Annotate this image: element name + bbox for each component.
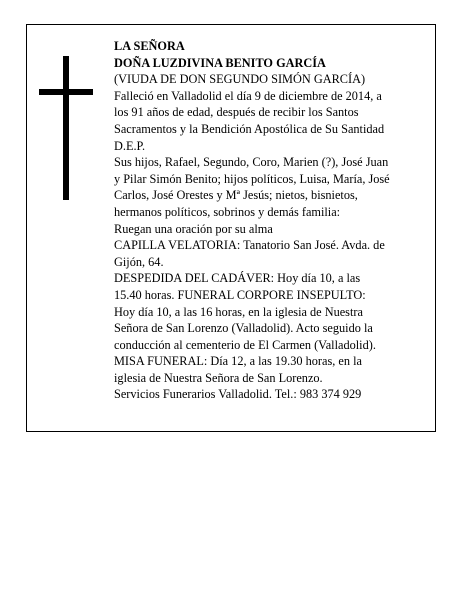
widow-line: (VIUDA DE DON SEGUNDO SIMÓN GARCÍA) <box>114 72 366 87</box>
funeral-line-3: conducción al cementerio de El Carmen (Valladolid). <box>114 337 376 352</box>
mass-line-2: iglesia de Nuestra Señora de San Lorenzo. <box>114 370 323 385</box>
obituary-heading: LA SEÑORA <box>114 39 185 53</box>
family-line-2: y Pilar Simón Benito; hijos políticos, Luisa, María, José <box>114 171 390 186</box>
cross-vertical-bar <box>63 56 69 200</box>
deceased-name: DOÑA LUZDIVINA BENITO GARCÍA <box>114 55 326 70</box>
latin-cross-icon <box>39 56 93 200</box>
family-line-3: Carlos, José Orestes y Mª Jesús; nietos, bisnietos, <box>114 188 358 203</box>
farewell-line-1: DESPEDIDA DEL CADÁVER: Hoy día 10, a las <box>114 271 361 286</box>
funeral-line-2: Señora de San Lorenzo (Valladolid). Acto seguido la <box>114 321 373 336</box>
prayer-request-line: Ruegan una oración por su alma <box>114 221 273 236</box>
obituary-notice <box>26 24 436 432</box>
cross-horizontal-bar <box>39 89 93 95</box>
death-details-line-2: los 91 años de edad, después de recibir los Santos <box>114 105 359 120</box>
funeral-line-1: Hoy día 10, a las 16 horas, en la iglesia de Nuestra <box>114 304 363 319</box>
death-details-line-3: Sacramentos y la Bendición Apostólica de Su Santidad <box>114 121 385 136</box>
family-line-4: hermanos políticos, sobrinos y demás familia: <box>114 204 341 219</box>
chapel-line-1: CAPILLA VELATORIA: Tanatorio San José. Avda. de <box>114 238 385 253</box>
chapel-line-2: Gijón, 64. <box>114 254 164 269</box>
death-details-line-1: Falleció en Valladolid el día 9 de diciembre de 2014, a <box>114 88 382 103</box>
farewell-line-2: 15.40 horas. FUNERAL CORPORE INSEPULTO: <box>114 287 366 302</box>
obituary-text <box>114 38 432 403</box>
mass-line-1: MISA FUNERAL: Día 12, a las 19.30 horas, en la <box>114 354 362 369</box>
funeral-services-line: Servicios Funerarios Valladolid. Tel.: 983 374 929 <box>114 387 362 402</box>
dep-line: D.E.P. <box>114 138 146 153</box>
family-line-1: Sus hijos, Rafael, Segundo, Coro, Marien (?), José Juan <box>114 155 389 170</box>
